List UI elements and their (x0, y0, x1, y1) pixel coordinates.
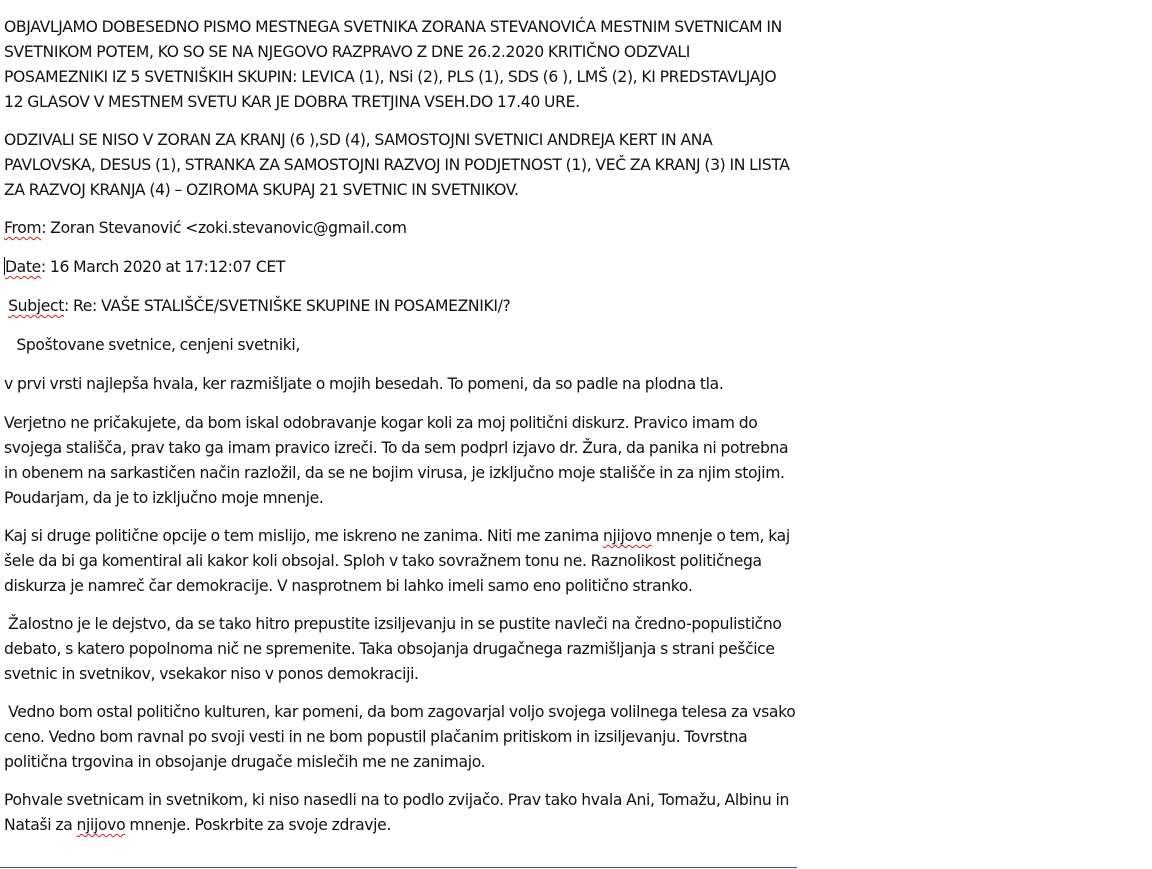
body-paragraph-6 (4, 788, 796, 838)
document-page (4, 15, 796, 851)
subject-value: : Re: VAŠE STALIŠČE/SVETNIŠKE SKUPINE IN POSAMEZNIKI/? (63, 297, 511, 315)
email-from-line (4, 216, 796, 241)
greeting-line (4, 333, 796, 358)
body-paragraph-3 (4, 524, 796, 599)
body-paragraph-4-text: Žalostno je le dejstvo, da se tako hitro prepustite izsiljevanju in se pustite navleči na čredno-populistično debato, s katero popolnoma nič ne spremenite. Taka obsojanja drugačnega razmišljanja s strani peščice svetnic in svetnikov, vsekakor niso v ponos demokraciji. (4, 615, 782, 683)
body-paragraph-3-end: mnenje o tem, kaj šele da bi ga komentiral ali kakor koli obsojal. Sploh v tako sovražnem tonu ne. Raznolikost političnega diskurza je namreč čar demokracije. V nasprotnem bi lahko imeli samo eno politično stranko. (4, 527, 790, 595)
body-paragraph-6-end: mnenje. Poskrbite za svoje zdravje. (125, 816, 391, 834)
intro-paragraph-2: ODZIVALI SE NISO V ZORAN ZA KRANJ (6 ),SD (4), SAMOSTOJNI SVETNICI ANDREJA KERT IN ANA PAVLOVSKA, DESUS (1), STRANKA ZA SAMOSTOJNI RAZVOJ IN PODJETNOST (1), VEČ ZA KRANJ (3) IN LISTA ZA RAZVOJ KRANJA (4) – OZIROMA SKUPAJ 21 SVETNIC IN SVETNIKOV. (4, 131, 790, 199)
page-bottom-rule (0, 867, 797, 868)
body-paragraph-5 (4, 700, 796, 775)
intro-paragraph-1: OBJAVLJAMO DOBESEDNO PISMO MESTNEGA SVETNIKA ZORANA STEVANOVIĆA MESTNIM SVETNICAM IN SVETNIKOM POTEM, KO SO SE NA NJEGOVO RAZPRAVO Z DNE 26.2.2020 KRITIČNO ODZVALI POSAMEZNIKI IZ 5 SVETNIŠKIH SKUPIN: LEVICA (1), NSi (2), PLS (1), SDS (6 ), LMŠ (2), KI PREDSTAVLJAJO 12 GLASOV V MESTNEM SVETU KAR JE DOBRA TRETJINA VSEH.DO 17.40 URE. (4, 18, 782, 111)
from-value: : Zoran Stevanović <zoki.stevanovic@gmail.com (41, 219, 407, 237)
misspelled-word: njijovo (603, 527, 652, 545)
body-paragraph-3-start: Kaj si druge politične opcije o tem mislijo, me iskreno ne zanima. Niti me zanima (4, 527, 604, 545)
body-paragraph-1: v prvi vrsti najlepša hvala, ker razmišljate o mojih besedah. To pomeni, da so padle na plodna tla. (4, 375, 724, 393)
subject-label: Subject (8, 297, 64, 315)
date-value: : 16 March 2020 at 17:12:07 CET (40, 258, 286, 276)
misspelled-word: njijovo (76, 816, 126, 834)
body-paragraph-2: Verjetno ne pričakujete, da bom iskal odobravanje kogar koli za moj politični diskurz. Pravico imam do svojega stališča, prav tako ga imam pravico izreči. To da sem podprl izjavo dr. Žura, da panika ni potrebna in obenem na sarkastičen način razložil, da se ne bojim virusa, je izključno moje stališče in za njim stojim. Poudarjam, da je to izključno moje mnenje. (4, 414, 789, 507)
body-paragraph-5-text: Vedno bom ostal politično kulturen, kar pomeni, da bom zagovarjal voljo svojega volilnega telesa za vsako ceno. Vedno bom ravnal po svoji vesti in ne bom popustil plačanim pritiskom in izsiljevanju. Tovrstna politična trgovina in obsojanje drugače mislečih me ne zanimajo. (4, 703, 796, 771)
greeting-text: Spoštovane svetnice, cenjeni svetniki, (16, 336, 300, 354)
email-date-line (4, 255, 796, 280)
email-subject-line (4, 294, 796, 319)
body-paragraph-6-start: Pohvale svetnicam in svetnikom, ki niso nasedli na to podlo zvijačo. Prav tako hvala Ani, Tomažu, Albinu in Nataši za (4, 791, 790, 834)
body-paragraph-4 (4, 612, 796, 687)
date-label: Date (5, 258, 41, 276)
from-label: From (4, 219, 42, 237)
